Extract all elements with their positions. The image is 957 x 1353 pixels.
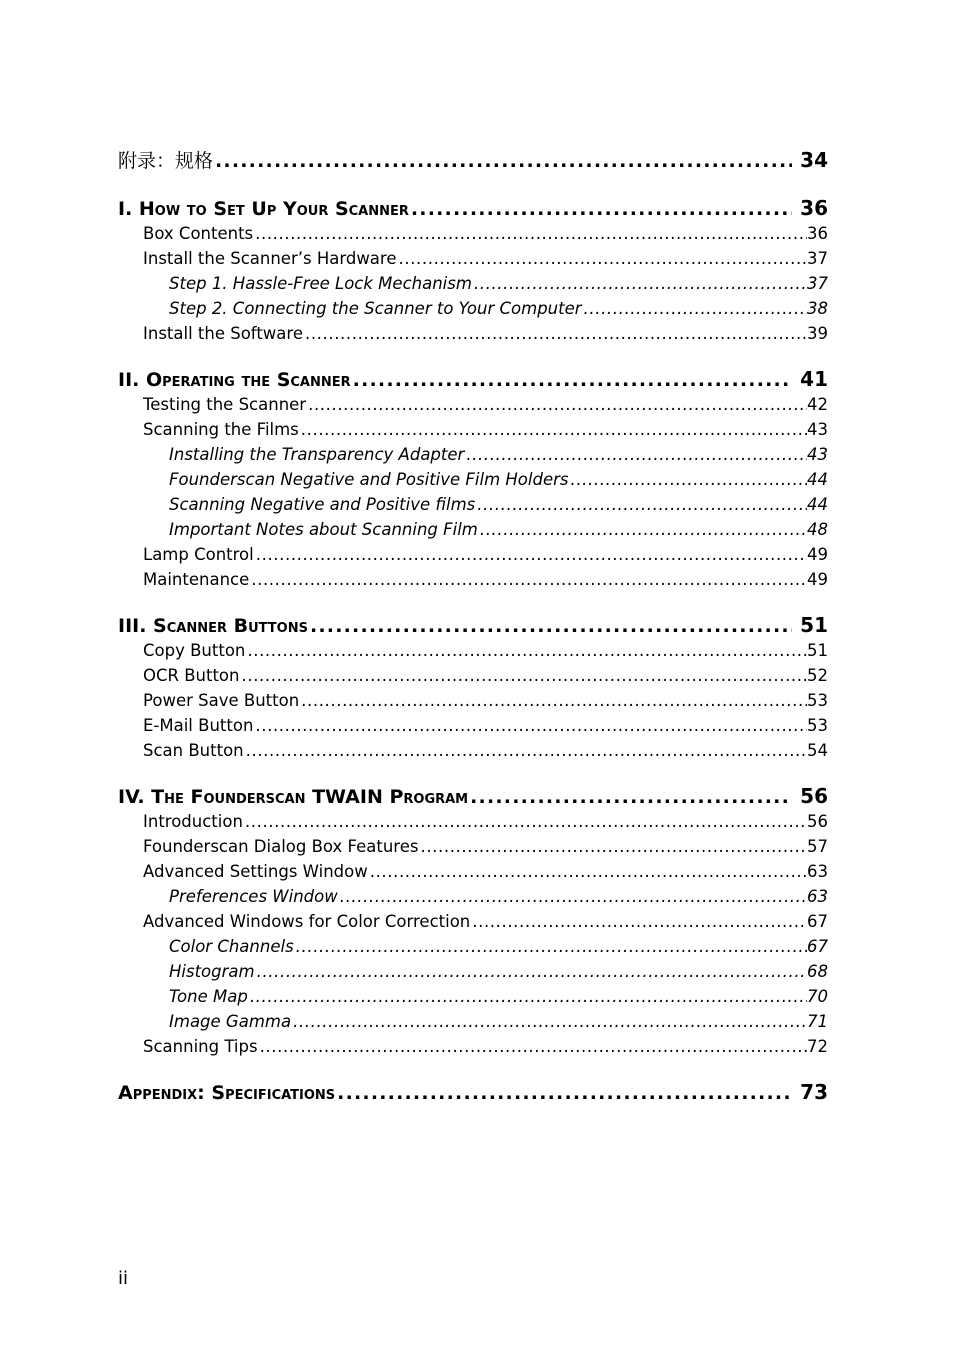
toc-page-number: 42 bbox=[807, 395, 828, 414]
toc-appendix-heading[interactable] bbox=[118, 1080, 828, 1105]
dot-leader bbox=[480, 517, 807, 542]
toc-entry[interactable] bbox=[118, 392, 828, 417]
dot-leader bbox=[370, 859, 807, 884]
toc-entry-label: Install the Scanner’s Hardware bbox=[143, 249, 397, 268]
toc-section-title: I. How to Set Up Your Scanner bbox=[118, 198, 409, 220]
toc-page-number: 63 bbox=[807, 887, 828, 906]
toc-subentry[interactable] bbox=[118, 517, 828, 542]
toc-page-number: 70 bbox=[807, 987, 828, 1006]
dot-leader bbox=[251, 567, 807, 592]
toc-subentry[interactable] bbox=[118, 467, 828, 492]
toc-subentry[interactable] bbox=[118, 492, 828, 517]
toc-entry[interactable] bbox=[118, 417, 828, 442]
toc-entry-label: Advanced Windows for Color Correction bbox=[143, 912, 471, 931]
toc-page-number: 37 bbox=[807, 274, 828, 293]
dot-leader bbox=[260, 1034, 807, 1059]
toc-entry-label: Scanning Tips bbox=[143, 1037, 258, 1056]
toc-section-heading[interactable] bbox=[118, 196, 828, 221]
toc-page-number: 48 bbox=[807, 520, 828, 539]
dot-leader bbox=[474, 271, 807, 296]
dot-leader bbox=[584, 296, 807, 321]
toc-entry-label: OCR Button bbox=[143, 666, 240, 685]
dot-leader bbox=[293, 1009, 807, 1034]
toc-entry-label: E-Mail Button bbox=[143, 716, 254, 735]
dot-leader bbox=[246, 738, 807, 763]
toc-subentry[interactable] bbox=[118, 984, 828, 1009]
toc-subentry[interactable] bbox=[118, 442, 828, 467]
toc-entry-label: Step 2. Connecting the Scanner to Your Computer bbox=[169, 299, 582, 318]
dot-leader bbox=[256, 542, 807, 567]
dot-leader bbox=[245, 809, 807, 834]
dot-leader bbox=[340, 884, 807, 909]
dot-leader bbox=[215, 149, 792, 173]
toc-page-number: 36 bbox=[807, 224, 828, 243]
toc-page-number: 73 bbox=[800, 1080, 828, 1104]
toc-entry-label: Color Channels bbox=[169, 937, 294, 956]
toc-entry-label: Box Contents bbox=[143, 224, 254, 243]
toc-page-number: 67 bbox=[807, 912, 828, 931]
toc-entry[interactable] bbox=[118, 1034, 828, 1059]
dot-leader bbox=[411, 197, 792, 221]
toc-page-number: 43 bbox=[807, 445, 828, 464]
toc-entry-label: Installing the Transparency Adapter bbox=[169, 445, 465, 464]
toc-page-number: 53 bbox=[807, 691, 828, 710]
toc-page-number: 72 bbox=[807, 1037, 828, 1056]
dot-leader bbox=[296, 934, 807, 959]
toc-section-heading[interactable] bbox=[118, 784, 828, 809]
toc-entry[interactable] bbox=[118, 859, 828, 884]
dot-leader bbox=[250, 984, 807, 1009]
table-of-contents bbox=[118, 148, 828, 1105]
dot-leader bbox=[353, 368, 793, 392]
toc-subentry[interactable] bbox=[118, 271, 828, 296]
dot-leader bbox=[310, 614, 792, 638]
dot-leader bbox=[257, 959, 807, 984]
toc-entry-label: Preferences Window bbox=[169, 887, 338, 906]
toc-entry-label: Histogram bbox=[169, 962, 255, 981]
toc-page-number: 56 bbox=[807, 812, 828, 831]
toc-page-number: 36 bbox=[800, 196, 828, 220]
toc-entry[interactable] bbox=[118, 713, 828, 738]
dot-leader bbox=[466, 442, 807, 467]
toc-page-number: 51 bbox=[800, 613, 828, 637]
toc-page-number: 54 bbox=[807, 741, 828, 760]
toc-entry-label: Tone Map bbox=[169, 987, 248, 1006]
dot-leader bbox=[337, 1081, 792, 1105]
toc-entry-label: Scan Button bbox=[143, 741, 244, 760]
toc-entry[interactable] bbox=[118, 638, 828, 663]
toc-entry-label: Install the Software bbox=[143, 324, 303, 343]
toc-entry-label: Founderscan Dialog Box Features bbox=[143, 837, 419, 856]
toc-entry-label: Advanced Settings Window bbox=[143, 862, 368, 881]
dot-leader bbox=[477, 492, 807, 517]
toc-subentry[interactable] bbox=[118, 959, 828, 984]
toc-entry[interactable] bbox=[118, 834, 828, 859]
toc-entry[interactable] bbox=[118, 809, 828, 834]
toc-section-heading[interactable] bbox=[118, 613, 828, 638]
toc-page-number: 39 bbox=[807, 324, 828, 343]
toc-entry-preface-specs[interactable] bbox=[118, 148, 828, 173]
toc-entry[interactable] bbox=[118, 246, 828, 271]
toc-entry-label: Testing the Scanner bbox=[143, 395, 307, 414]
toc-subentry[interactable] bbox=[118, 1009, 828, 1034]
toc-page-number: 44 bbox=[807, 495, 828, 514]
toc-entry[interactable] bbox=[118, 909, 828, 934]
dot-leader bbox=[472, 909, 807, 934]
toc-entry-label: Power Save Button bbox=[143, 691, 300, 710]
toc-page-number: 67 bbox=[807, 937, 828, 956]
toc-subentry[interactable] bbox=[118, 296, 828, 321]
toc-page-number: 51 bbox=[807, 641, 828, 660]
toc-page-number: 44 bbox=[807, 470, 828, 489]
toc-page-number: 41 bbox=[800, 367, 828, 391]
toc-entry[interactable] bbox=[118, 542, 828, 567]
toc-entry-label: Step 1. Hassle-Free Lock Mechanism bbox=[169, 274, 472, 293]
dot-leader bbox=[420, 834, 807, 859]
toc-page-number: 53 bbox=[807, 716, 828, 735]
toc-entry[interactable] bbox=[118, 663, 828, 688]
dot-leader bbox=[255, 221, 807, 246]
toc-section-title: IV. The Founderscan TWAIN Program bbox=[118, 786, 469, 808]
dot-leader bbox=[399, 246, 808, 271]
dot-leader bbox=[301, 417, 807, 442]
toc-entry-label: Image Gamma bbox=[169, 1012, 292, 1031]
toc-section-heading[interactable] bbox=[118, 367, 828, 392]
toc-entry-label: Introduction bbox=[143, 812, 243, 831]
toc-page-number: 49 bbox=[807, 545, 828, 564]
dot-leader bbox=[247, 638, 807, 663]
toc-subentry[interactable] bbox=[118, 934, 828, 959]
toc-page-number: 34 bbox=[800, 148, 828, 172]
toc-section-title: III. Scanner Buttons bbox=[118, 615, 308, 637]
toc-page-number: 57 bbox=[807, 837, 828, 856]
toc-page-number: 71 bbox=[807, 1012, 828, 1031]
toc-entry-label: Scanning Negative and Positive films bbox=[169, 495, 476, 514]
toc-subentry[interactable] bbox=[118, 884, 828, 909]
toc-page-number: 49 bbox=[807, 570, 828, 589]
dot-leader bbox=[255, 713, 807, 738]
toc-page-number: 52 bbox=[807, 666, 828, 685]
toc-entry[interactable] bbox=[118, 567, 828, 592]
toc-entry-label: 附录：规格 bbox=[118, 150, 214, 172]
toc-entry-label: Scanning the Films bbox=[143, 420, 299, 439]
toc-entry-label: Maintenance bbox=[143, 570, 250, 589]
toc-page-number: 37 bbox=[807, 249, 828, 268]
dot-leader bbox=[242, 663, 808, 688]
toc-section-title: II. Operating the Scanner bbox=[118, 369, 351, 391]
toc-page-number: 63 bbox=[807, 862, 828, 881]
toc-page-number: 38 bbox=[807, 299, 828, 318]
dot-leader bbox=[308, 392, 807, 417]
toc-entry[interactable] bbox=[118, 321, 828, 346]
toc-entry-label: Founderscan Negative and Positive Film Holders bbox=[169, 470, 569, 489]
toc-entry[interactable] bbox=[118, 688, 828, 713]
dot-leader bbox=[301, 688, 807, 713]
dot-leader bbox=[470, 785, 792, 809]
toc-entry[interactable] bbox=[118, 738, 828, 763]
toc-entry-label: Lamp Control bbox=[143, 545, 254, 564]
toc-entry-label: Important Notes about Scanning Film bbox=[169, 520, 478, 539]
toc-page-number: 68 bbox=[807, 962, 828, 981]
toc-entry[interactable] bbox=[118, 221, 828, 246]
toc-entry-label: Copy Button bbox=[143, 641, 246, 660]
page-number-footer: ii bbox=[118, 1268, 129, 1289]
dot-leader bbox=[305, 321, 807, 346]
dot-leader bbox=[570, 467, 807, 492]
toc-page-number: 43 bbox=[807, 420, 828, 439]
toc-section-title: Appendix: Specifications bbox=[118, 1082, 336, 1104]
toc-page-number: 56 bbox=[800, 784, 828, 808]
